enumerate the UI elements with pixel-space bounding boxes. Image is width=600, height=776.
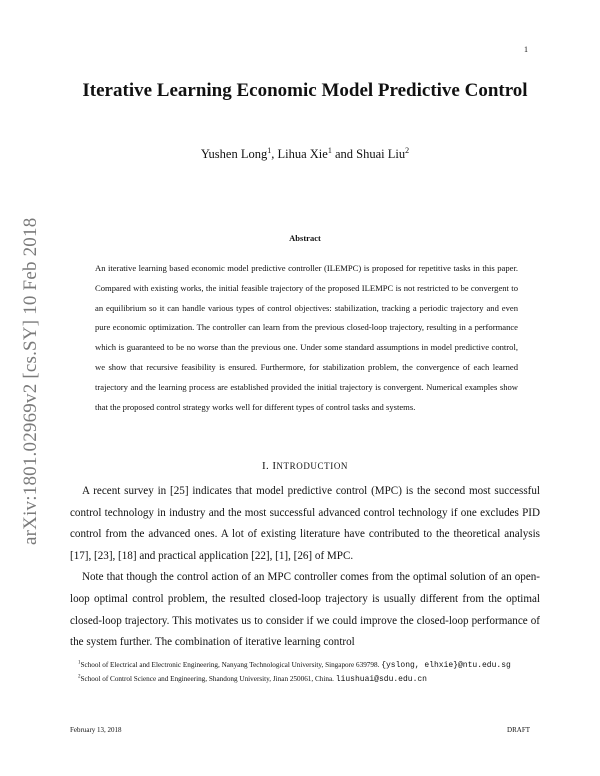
- author-affiliation-mark: 1: [327, 145, 332, 155]
- paper-title: Iterative Learning Economic Model Predictive Control: [82, 80, 528, 101]
- section-heading: [70, 460, 540, 472]
- footnotes: [70, 659, 540, 687]
- page-number: 1: [524, 45, 528, 54]
- section-title-initial: I: [272, 460, 277, 472]
- section-number: I.: [261, 460, 270, 472]
- author-name: Shuai Liu: [356, 147, 406, 161]
- footnote-email: liushuai@sdu.edu.cn: [335, 674, 427, 684]
- author-separator: ,: [271, 147, 278, 161]
- abstract-heading: Abstract: [289, 233, 321, 243]
- author-name: Yushen Long: [200, 147, 268, 161]
- body-text: [70, 481, 540, 654]
- footnote: [70, 673, 540, 687]
- section-title-rest: NTRODUCTION: [276, 461, 349, 471]
- author-list: [70, 147, 540, 162]
- author-name: Lihua Xie: [277, 147, 328, 161]
- author-separator: and: [331, 147, 357, 161]
- body-paragraph: Note that though the control action of an MPC controller comes from the optimal solution of an open-loop optimal control problem, the resulted closed-loop trajectory is usually different from the optimal closed-loop trajectory. This motivates us to consider if we could improve the closed-loop performance of the system further. The combination of iterative learning control: [70, 571, 540, 649]
- abstract-text: An iterative learning based economic model predictive controller (ILEMPC) is proposed for repetitive tasks in this paper. Compared with existing works, the initial feasible trajectory of the proposed ILEMPC is not restricted to be convergent to an equilibrium so it can handle various types of control objectives: stabilization, tracking a periodic trajectory and even pure economic optimization. The controller can learn from the previous closed-loop trajectory, resulting in a performance which is guaranteed to be no worse than the previous one. Under some standard assumptions in model predictive control, we show that recursive feasibility is ensured. Furthermore, for stabilization problem, the convergence of each learned trajectory and the learning process are established provided the initial trajectory is convergent. Numerical examples show that the proposed control strategy works well for different types of control tasks and systems.: [95, 263, 518, 412]
- footer-draft-label: DRAFT: [507, 726, 530, 734]
- footnote-email: {yslong, elhxie}@ntu.edu.sg: [381, 661, 511, 670]
- footnote-text: School of Control Science and Engineering, Shandong University, Jinan 250061, China.: [80, 674, 336, 683]
- footnote-mark: 1: [78, 660, 81, 666]
- arxiv-identifier-stamp: arXiv:1801.02969v2 [cs.SY] 10 Feb 2018: [20, 217, 41, 545]
- footer-date: February 13, 2018: [70, 726, 122, 734]
- author-affiliation-mark: 1: [267, 145, 272, 155]
- body-paragraph: A recent survey in [25] indicates that model predictive control (MPC) is the second most successful control technology in industry and the most successful advanced control technology if one excludes PID control from the advanced ones. A lot of existing literature have contributed to the theoretical analysis [17], [23], [18] and practical application [22], [1], [26] of MPC.: [70, 485, 540, 562]
- footnote-mark: 2: [78, 674, 81, 680]
- footnote: [70, 659, 540, 673]
- author-affiliation-mark: 2: [405, 145, 410, 155]
- footnote-text: School of Electrical and Electronic Engineering, Nanyang Technological University, Singapore 639798.: [80, 661, 382, 669]
